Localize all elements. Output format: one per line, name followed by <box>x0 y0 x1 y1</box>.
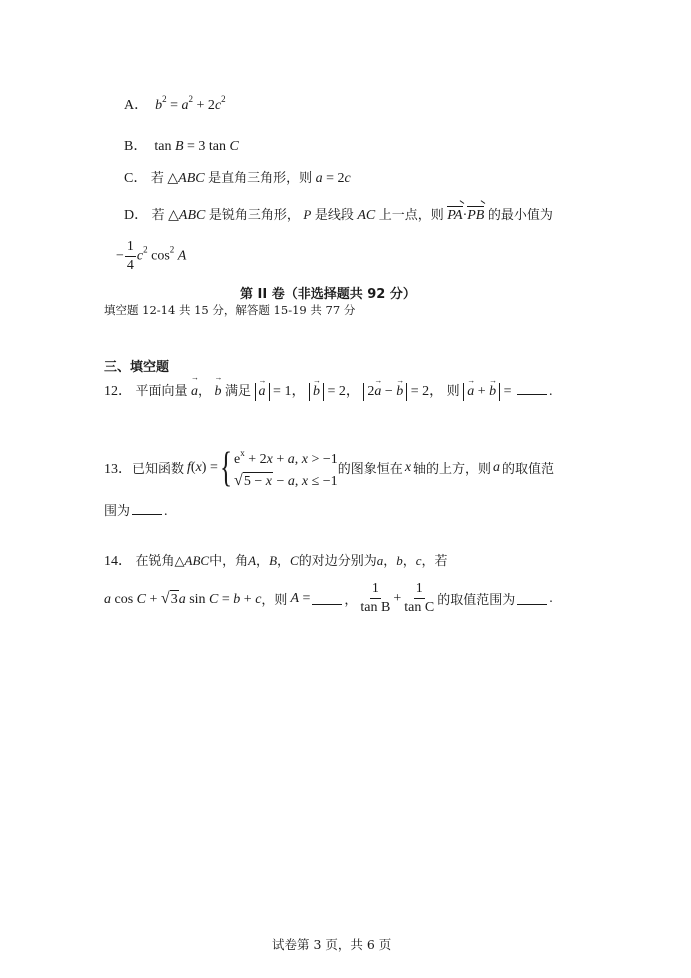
option-d-dot-product: PA·PB <box>447 208 485 223</box>
question-13 <box>104 442 554 493</box>
q13-a: a <box>493 459 501 475</box>
option-a <box>124 94 226 114</box>
option-d-triangle: △ABC <box>168 208 206 223</box>
part2-title: 第 II 卷（非选择题共 92 分） <box>240 287 416 302</box>
vector-pb: PB <box>467 208 485 223</box>
question-number: 12． <box>104 384 132 399</box>
q12-cond2: → b <box>309 383 324 401</box>
option-c-text-mid: 是直角三角形，则 <box>208 171 313 186</box>
option-c <box>124 167 351 187</box>
q12-sep: ， <box>198 384 212 399</box>
case-1: $e^x + 2x + a$, x > −1 <box>234 448 338 467</box>
q14-line1: 在锐角△ABC中，角A，B，C的对边分别为a，b，c，若 <box>135 553 448 569</box>
answer-blank[interactable] <box>132 502 162 515</box>
q14-text2: 的取值范围为 <box>437 593 516 608</box>
answer-blank[interactable] <box>517 592 547 605</box>
q12-cond3: 2→ a − → b <box>363 383 407 401</box>
function-fx: f(x) = <box>187 459 218 475</box>
q14-equation: a cos C + √ 3 a sin C = b + c <box>104 589 262 607</box>
part2-note: 填空题 12-14 共 15 分，解答题 15-19 共 77 分 <box>104 303 356 317</box>
q12-ask: → a + → b <box>463 383 500 401</box>
q13-text3: 轴的上方，则 <box>413 462 492 477</box>
fraction-1-over-tanB: $\frac{1}{\text{tan B}}$ <box>360 581 391 615</box>
vector-a: → a <box>191 384 198 400</box>
q14-end: . <box>549 590 553 606</box>
option-c-triangle: △ABC <box>167 171 205 186</box>
option-d-label: D． <box>124 208 149 223</box>
q12-text1: 平面向量 <box>135 384 188 399</box>
q13-text2: 的图象恒在 <box>337 462 403 477</box>
option-c-expr: a = 2c <box>315 171 351 186</box>
q13-line2: 围为 <box>104 504 131 519</box>
question-14 <box>104 550 448 570</box>
option-c-label: C． <box>124 171 148 186</box>
case-2: √ 5 − x − a, x ≤ −1 <box>234 472 338 489</box>
question-12: 12． 平面向量 → a， → b 满足 → a = 1， → b = 2， 2→ a − → b = 2， 则 → a + → b = . <box>104 380 553 401</box>
question-13-line2 <box>104 500 168 520</box>
page-footer: 试卷第 3 页，共 6 页 <box>272 937 392 952</box>
question-number: 14． <box>104 554 132 569</box>
option-d-segment-ac: AC <box>357 208 376 223</box>
q12-text3: 则 <box>446 384 460 399</box>
option-d-text: 若 <box>151 208 165 223</box>
option-d-text-mid3: 上一点，则 <box>378 208 444 223</box>
section-title: 三、填空题 <box>104 360 170 375</box>
q12-cond1: → a <box>255 383 270 401</box>
option-d <box>124 204 553 224</box>
q13-x: x <box>404 459 412 475</box>
q14-sep: ， <box>344 593 358 608</box>
option-a-expr: $b^2 = a^2 + 2c^2$ <box>151 94 226 113</box>
fraction-1-over-tanC: $\frac{1}{\text{tan C}}$ <box>404 581 435 615</box>
q12-end: . <box>549 384 553 399</box>
q12-text2: 满足 <box>225 384 252 399</box>
question-14-line2: a cos C + √ 3 a sin C = b + c ，则 A = ， $\frac{1}{\text{tan B}}$ + $\frac{1}{\text{tan C}}$ 的取值范围为 . <box>104 581 553 615</box>
piecewise-function: { $e^x + 2x + a$, x > −1 √ 5 − x − a, x ≤ −1 <box>218 442 338 493</box>
vector-pa: PA <box>447 208 463 223</box>
option-d-text-mid2: 是线段 <box>314 208 354 223</box>
option-d-point-p: P <box>303 207 312 222</box>
option-b <box>124 135 239 155</box>
option-c-text: 若 <box>150 171 164 186</box>
answer-blank[interactable] <box>517 382 547 395</box>
vector-b: → b <box>215 384 222 400</box>
q13-text1: 已知函数 <box>132 462 185 477</box>
q13-text4: 的取值范 <box>502 462 555 477</box>
fraction-one-quarter: $\frac{1}{4}$ <box>126 239 134 273</box>
option-d-text-post: 的最小值为 <box>487 208 553 223</box>
option-d-text-mid: 是锐角三角形， <box>208 208 300 223</box>
option-b-label: B． <box>124 139 148 154</box>
q13-end: . <box>164 504 168 519</box>
option-a-label: A． <box>124 98 149 113</box>
option-b-expr: tan B = 3 tan C <box>154 139 239 154</box>
question-number: 13． <box>104 461 132 477</box>
answer-blank[interactable] <box>312 592 342 605</box>
option-d-answer-line: − $\frac{1}{4}$ $c^2$ $\cos^2 A$ <box>116 239 187 273</box>
q14-text1: ，则 <box>261 593 288 608</box>
